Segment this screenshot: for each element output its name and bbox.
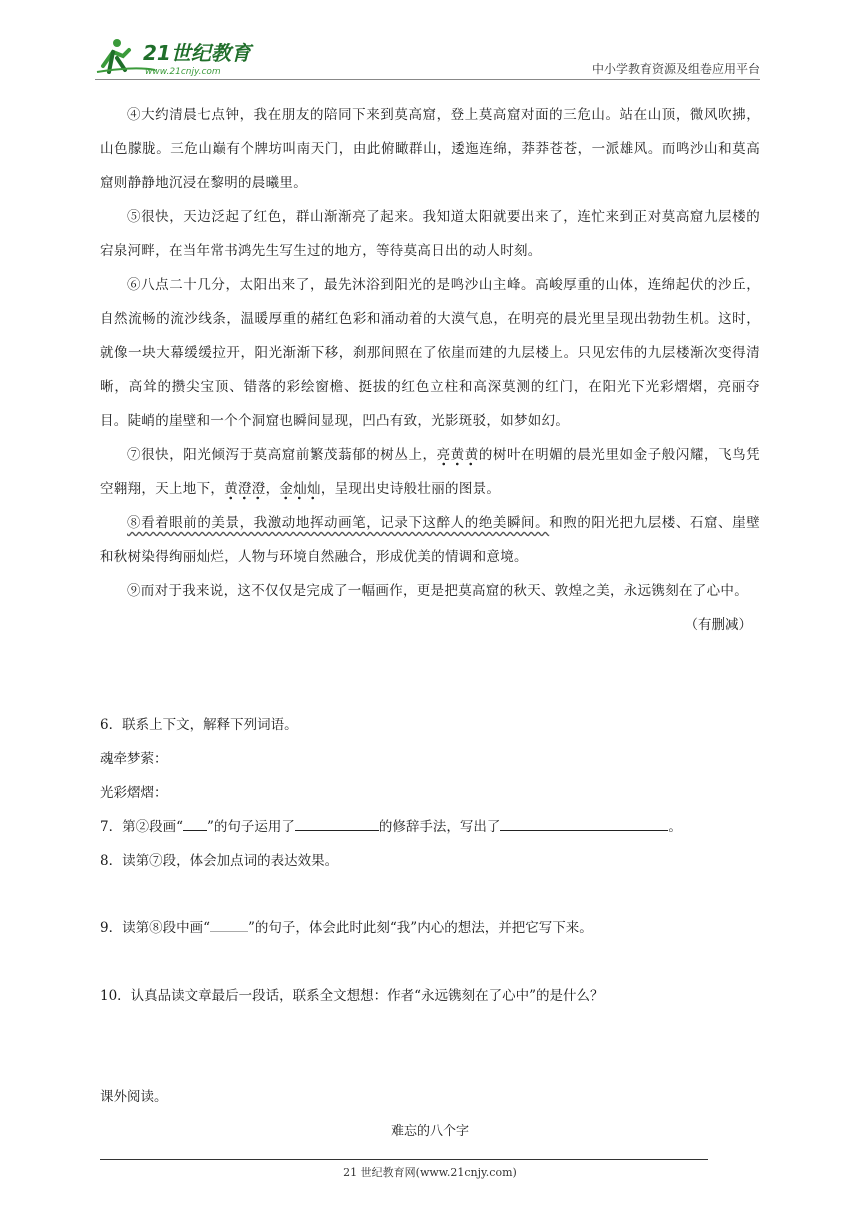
question-9 — [100, 916, 593, 936]
paragraph-9: ⑨而对于我来说，这不仅仅是完成了一幅画作，更是把莫高窟的秋天、敦煌之美，永远镌刻在了心中。 — [127, 583, 748, 599]
q9-part-b: ”的句子，体会此时此刻“我”内心的想法，并把它写下来。 — [248, 920, 593, 936]
q9-part-a: 9．读第⑧段中画“ — [100, 920, 210, 936]
paragraph-5: ⑤很快，天边泛起了红色，群山渐渐亮了起来。我知道太阳就要出来了，连忙来到正对莫高窟九层楼的宕泉河畔，在当年常书鸿先生写生过的地方，等待莫高日出的动人时刻。 — [100, 209, 760, 259]
paragraph-7 — [100, 438, 760, 506]
answer-blank[interactable] — [500, 816, 668, 831]
dotted-word-3: 金灿灿 — [279, 481, 320, 501]
p7-text-g: ，呈现出史诗般壮丽的图景。 — [320, 481, 501, 497]
site-logo — [95, 36, 265, 78]
platform-title: 中小学教育资源及组卷应用平台 — [591, 62, 760, 76]
p8-text-b: 和煦的阳光把九层楼、石窟、崖壁和秋树染得绚丽灿烂，人物与环境自然融合，形成优美的情调和意境。 — [100, 515, 761, 565]
answer-blank[interactable] — [210, 917, 248, 932]
p7-text-e: ， — [265, 481, 280, 497]
article-body — [100, 98, 760, 642]
dotted-word-1: 亮黄黄 — [437, 447, 479, 467]
header-divider — [95, 79, 760, 80]
question-6: 6．联系上下文，解释下列词语。 — [100, 717, 298, 733]
q7-part-c: 的修辞手法，写出了 — [378, 819, 501, 835]
question-6-word-1: 魂牵梦萦： — [100, 751, 168, 767]
q7-part-b: ”的句子运用了 — [207, 819, 295, 835]
dotted-word-2: 黄澄澄 — [224, 481, 265, 501]
extra-reading-title: 难忘的八个字 — [390, 1124, 469, 1139]
logo-text: 21世纪教育 — [143, 41, 251, 65]
p7-text-a: ⑦很快，阳光倾泻于莫高窟前繁茂蓊郁的树丛上， — [127, 447, 437, 463]
question-8: 8．读第⑦段，体会加点词的表达效果。 — [100, 853, 339, 869]
question-6-word-2: 光彩熠熠： — [100, 785, 168, 801]
underlined-sentence: ⑧看着眼前的美景，我激动地挥动画笔，记录下这醉人的绝美瞬间。 — [127, 515, 550, 531]
footer-divider — [100, 1159, 708, 1160]
page-footer: 21 世纪教育网(www.21cnjy.com) — [343, 1166, 517, 1179]
extra-reading-label: 课外阅读。 — [100, 1089, 168, 1105]
paragraph-8 — [100, 506, 760, 574]
paragraph-6: ⑥八点二十几分，太阳出来了，最先沐浴到阳光的是鸣沙山主峰。高峻厚重的山体，连绵起伏的沙丘，自然流畅的流沙线条，温暖厚重的赭红色彩和涌动着的大漠气息，在明亮的晨光里呈现出勃勃生机。这时，就像一块大幕缓缓拉开，阳光渐渐下移，刹那间照在了依崖而建的九层楼上。只见宏伟的九层楼渐次变得清晰，高耸的攒尖宝顶、错落的彩绘窗檐、挺拔的红色立柱和高深莫测的红门，在阳光下光彩熠熠，亮丽夺目。陡峭的崖壁和一个个洞窟也瞬间显现，凹凸有致，光影斑驳，如梦如幻。 — [100, 277, 760, 429]
logo-url: www.21cnjy.com — [145, 67, 221, 77]
q7-part-a: 7．第②段画“ — [100, 819, 183, 835]
p7-text-c: 的树叶在明媚的晨光里如金子般闪耀，飞鸟凭空翱翔，天上地下， — [100, 447, 760, 497]
question-7 — [100, 815, 682, 835]
page-header — [95, 36, 760, 80]
q7-part-d: 。 — [668, 819, 682, 835]
source-note: （有删减） — [684, 617, 752, 633]
question-10: 10．认真品读文章最后一段话，联系全文想想：作者“永远镌刻在了心中”的是什么？ — [100, 988, 604, 1004]
answer-blank[interactable] — [183, 816, 207, 831]
answer-blank[interactable] — [295, 816, 379, 831]
paragraph-4: ④大约清晨七点钟，我在朋友的陪同下来到莫高窟，登上莫高窟对面的三危山。站在山顶，微风吹拂，山色朦胧。三危山巅有个牌坊叫南天门，由此俯瞰群山，逶迤连绵，莽莽苍苍，一派雄风。而鸣沙山和莫高窟则静静地沉浸在黎明的晨曦里。 — [100, 107, 760, 191]
